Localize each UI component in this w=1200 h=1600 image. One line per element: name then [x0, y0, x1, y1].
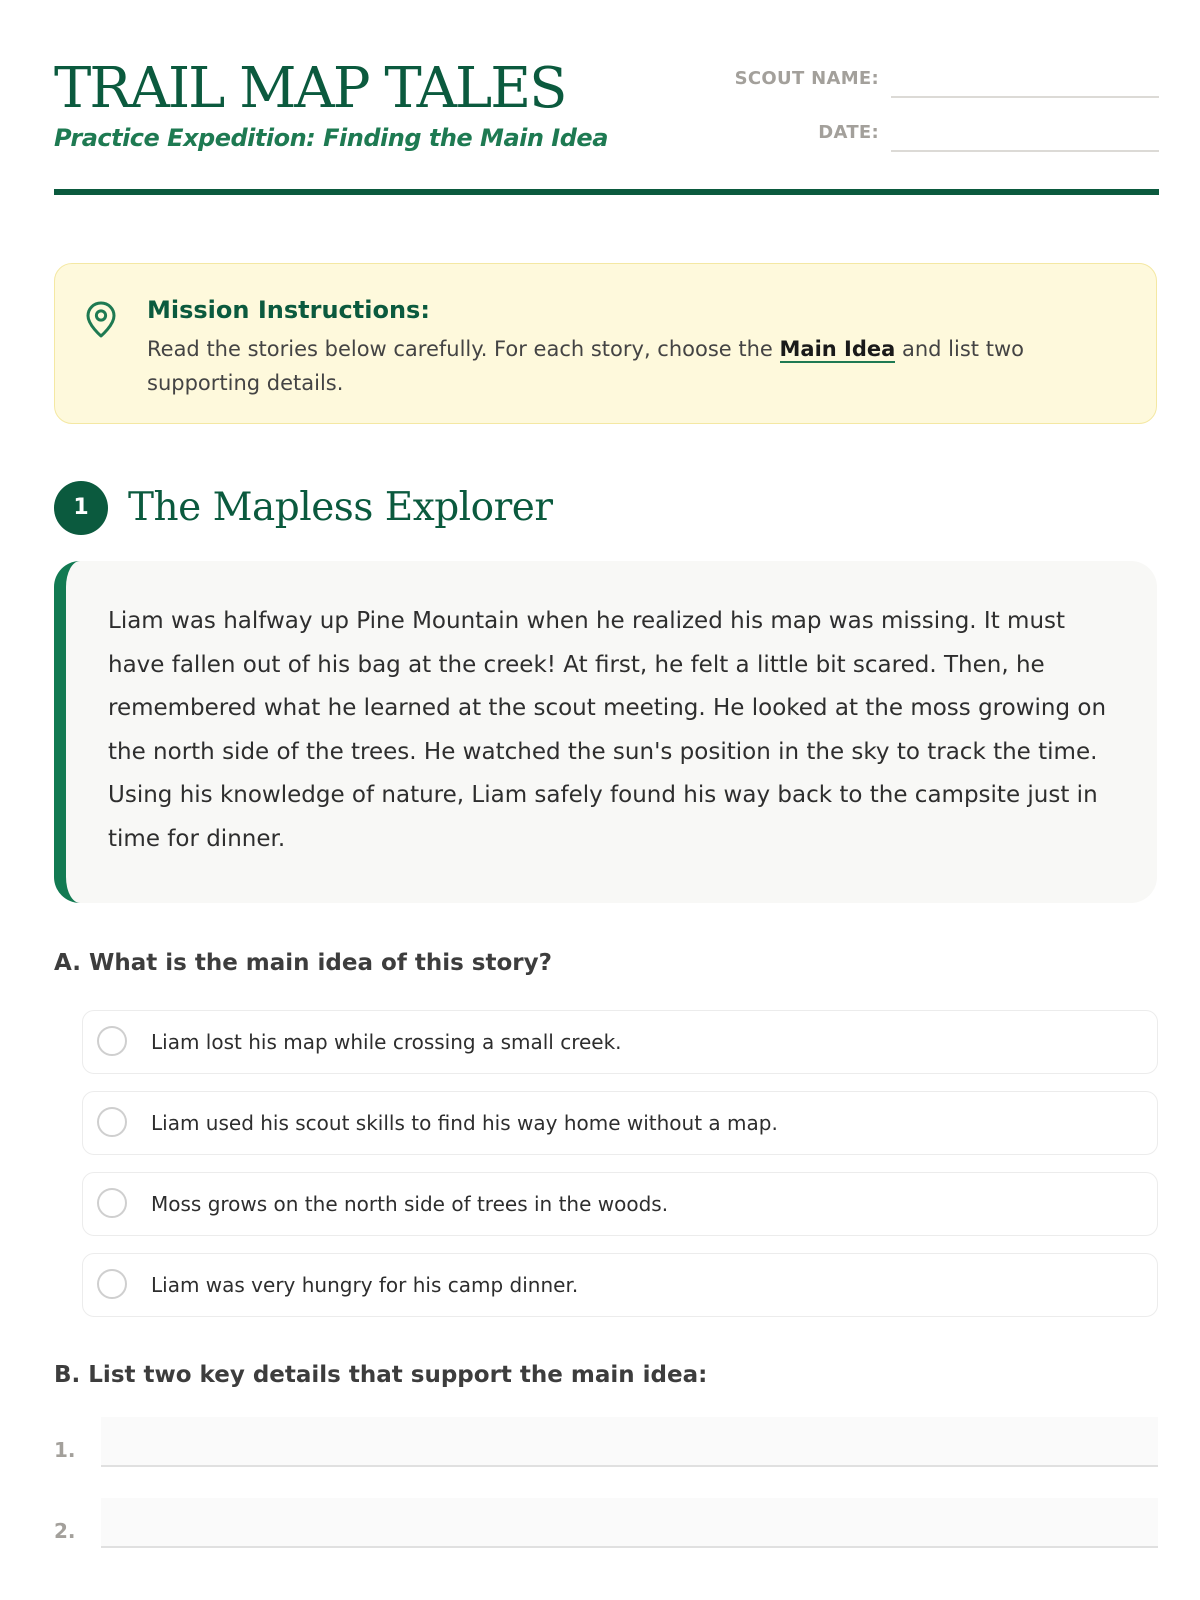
- worksheet-subtitle: Practice Expedition: Finding the Main Idea: [54, 124, 608, 152]
- answer-option-text: Liam was very hungry for his camp dinner.: [151, 1273, 579, 1297]
- radio-button[interactable]: [97, 1188, 127, 1218]
- scout-name-label: SCOUT NAME:: [734, 68, 879, 89]
- instructions-callout: [54, 263, 1157, 424]
- radio-button[interactable]: [97, 1107, 127, 1137]
- date-field[interactable]: [891, 150, 1159, 152]
- answer-option[interactable]: [82, 1253, 1158, 1317]
- question-b-label: B. List two key details that support the main idea:: [54, 1362, 708, 1388]
- header-divider: [54, 189, 1159, 195]
- worksheet-title: TRAIL MAP TALES: [54, 56, 566, 121]
- instructions-text: [147, 332, 1107, 400]
- story-number-badge: 1: [54, 481, 108, 535]
- detail-number: 1.: [54, 1438, 76, 1462]
- radio-button[interactable]: [97, 1269, 127, 1299]
- answer-option[interactable]: [82, 1172, 1158, 1236]
- map-pin-icon: [85, 300, 117, 340]
- date-label: DATE:: [818, 122, 879, 143]
- answer-option[interactable]: [82, 1091, 1158, 1155]
- answer-option-text: Liam used his scout skills to find his way home without a map.: [151, 1111, 778, 1135]
- instructions-title: Mission Instructions:: [147, 296, 430, 324]
- header: [54, 54, 1159, 194]
- answer-option[interactable]: [82, 1010, 1158, 1074]
- detail-number: 2.: [54, 1519, 76, 1543]
- story-title: The Mapless Explorer: [128, 485, 553, 530]
- answer-option-text: Moss grows on the north side of trees in the woods.: [151, 1192, 669, 1216]
- radio-button[interactable]: [97, 1026, 127, 1056]
- detail-answer-field[interactable]: [101, 1498, 1158, 1548]
- answer-option-text: Liam lost his map while crossing a small creek.: [151, 1030, 622, 1054]
- main-idea-emphasis: Main Idea: [779, 337, 896, 361]
- scout-name-field[interactable]: [891, 96, 1159, 98]
- detail-answer-field[interactable]: [101, 1417, 1158, 1467]
- question-a-label: A. What is the main idea of this story?: [54, 950, 552, 976]
- story-passage-box: [54, 561, 1157, 903]
- instructions-text-start: Read the stories below carefully. For each story, choose the: [147, 337, 780, 361]
- story-passage: Liam was halfway up Pine Mountain when he realized his map was missing. It must have fallen out of his bag at the creek! At first, he felt a little bit scared. Then, he remembered what he learned at the scout meeting. He looked at the moss growing on the north side of the trees. He watched the sun's position in the sky to track the time. Using his knowledge of nature, Liam safely found his way back to the campsite just in time for dinner.: [108, 608, 1107, 852]
- instructions-text-end: and list two supporting details.: [147, 337, 1024, 395]
